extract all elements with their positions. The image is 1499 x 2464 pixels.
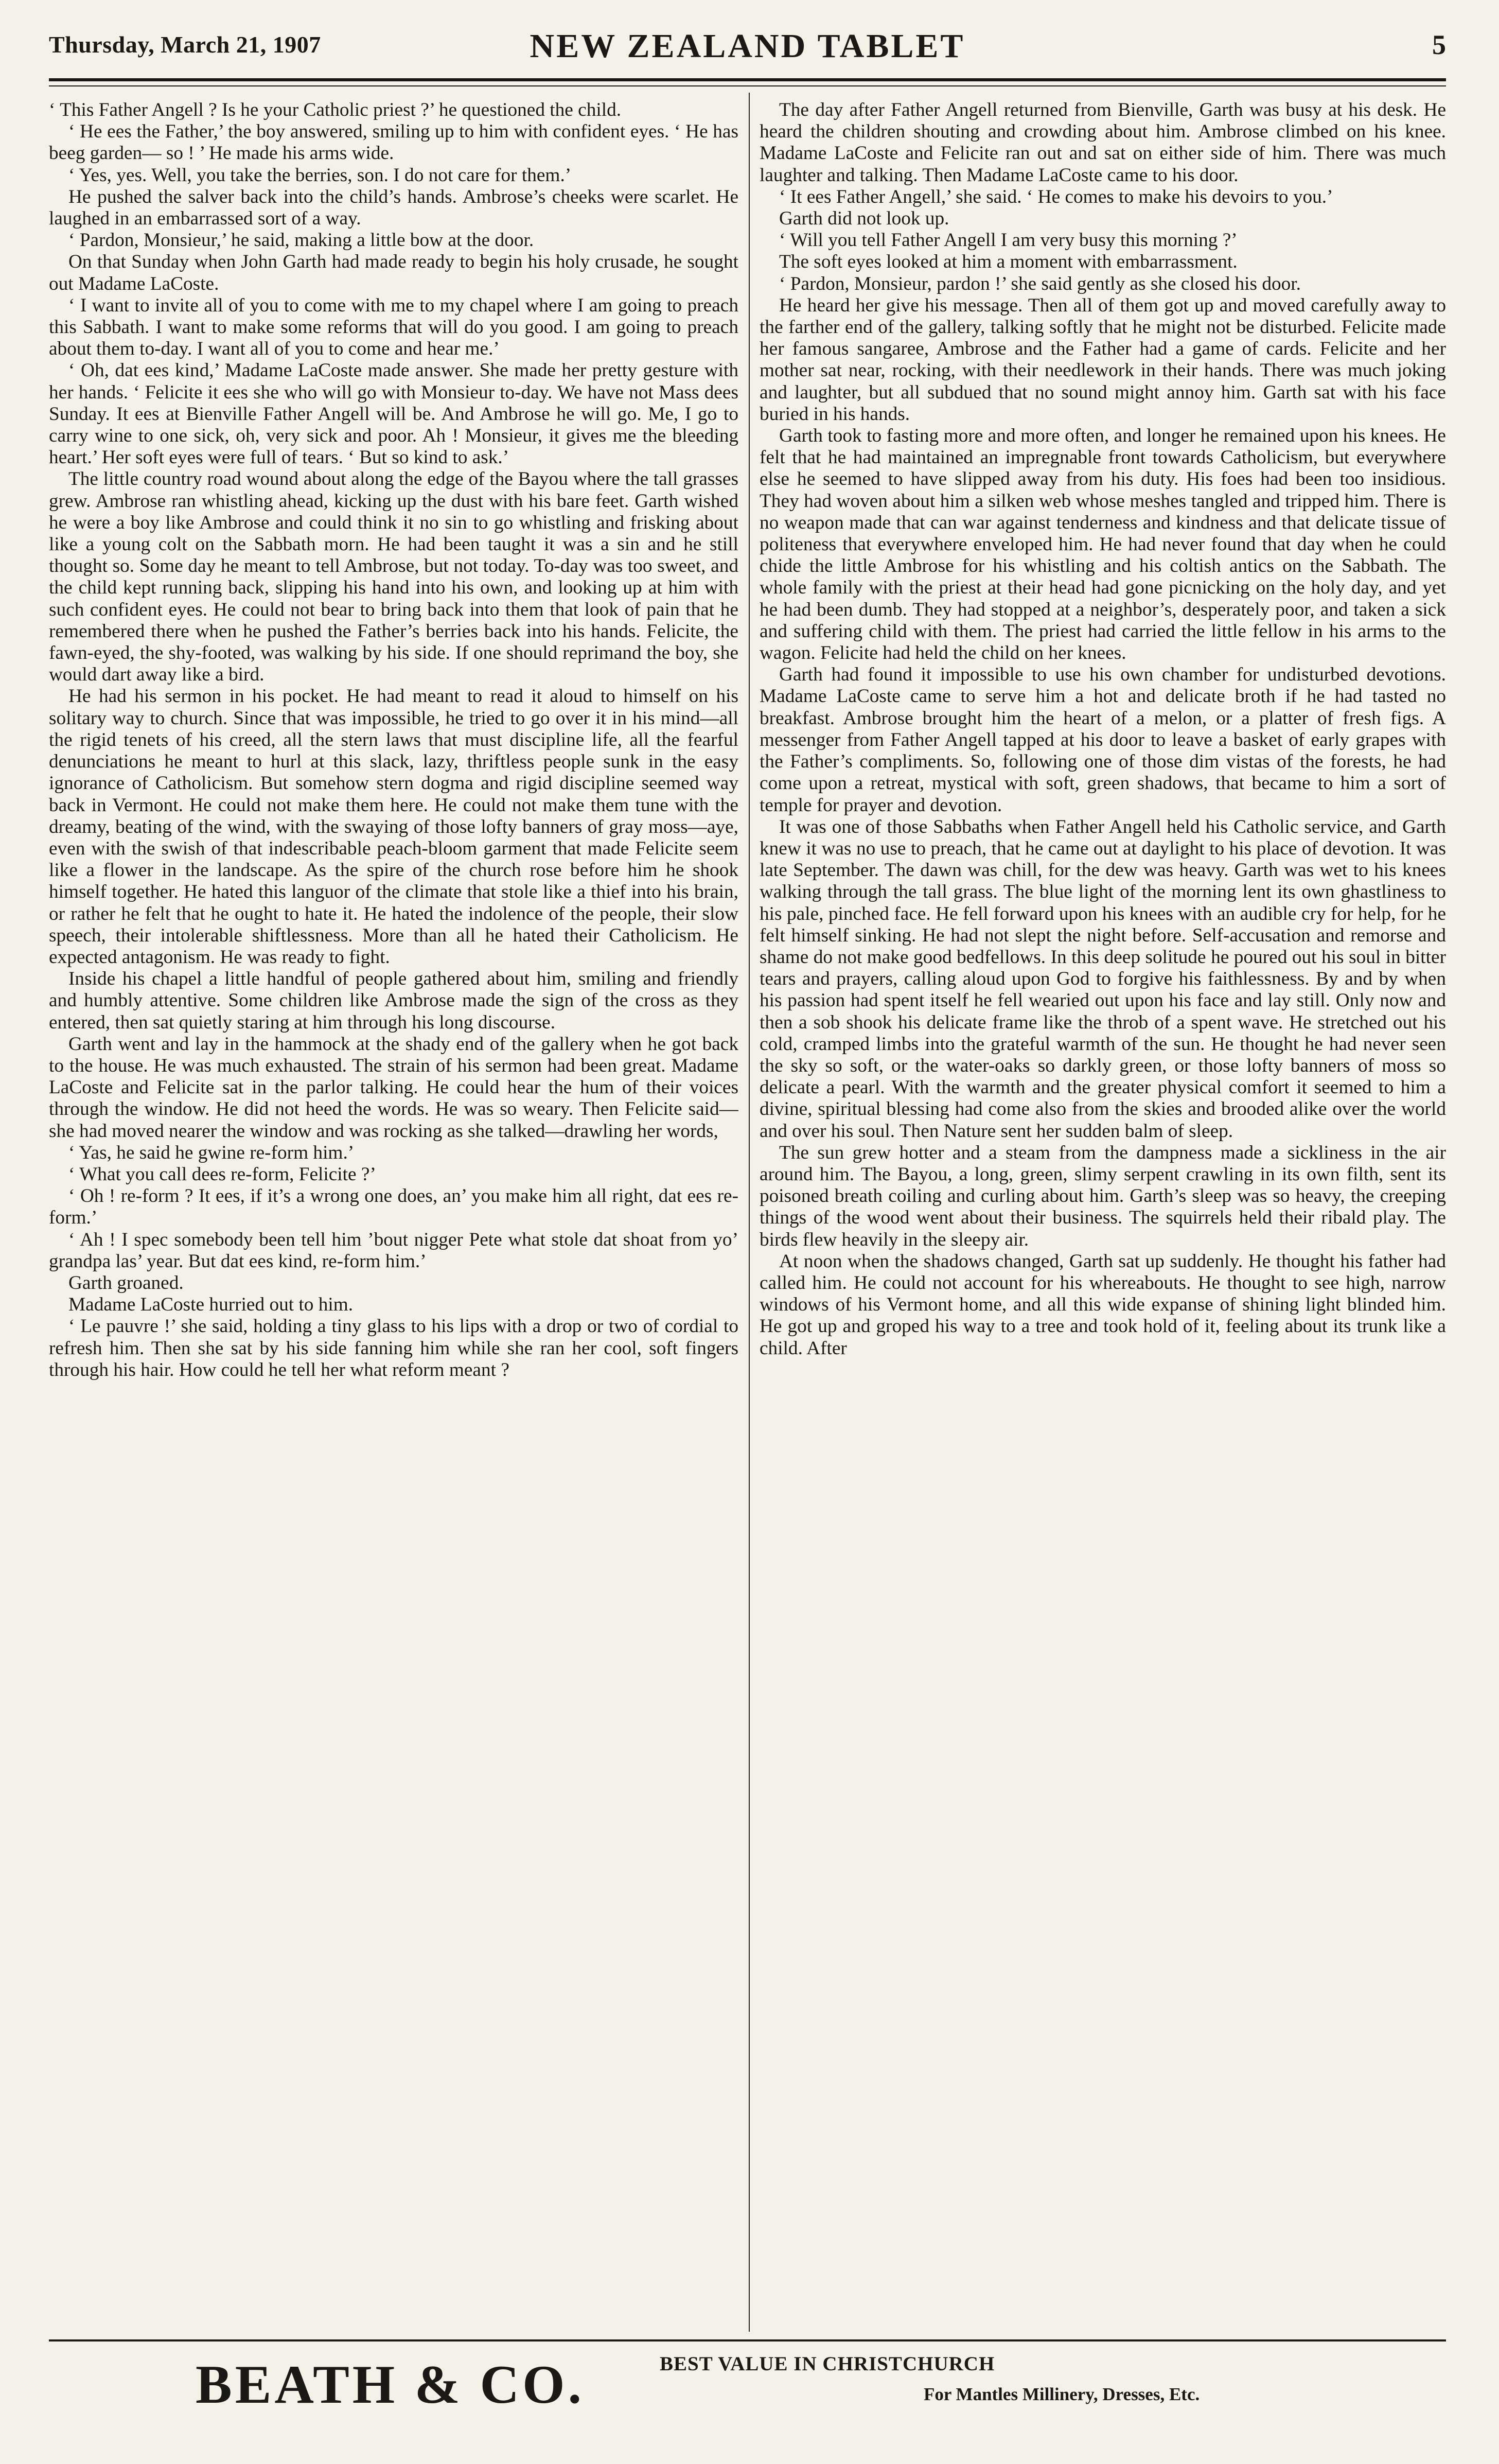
paragraph: He had his sermon in his pocket. He had meant to read it aloud to himself on his solitary way to church. Since that was impossible, he tried to go over it in his mind—all the rigid tenets of his creed, all the stern laws that must discipline life, all the fearful denunciations he meant to hurl at this slack, lazy, thriftless people sunk in the easy ignorance of Catholicism. But somehow stern dogma and rigid discipline seemed way back in Vermont. He could not make them here. He could not make them tune with the dreamy, beating of the wind, with the swaying of those lofty banners of gray moss—aye, even with the swish of that indescribable peach-bloom garment that made Felicite seem like a flower in the landscape. As the spire of the church rose before him he shook himself together. He hated this languor of the climate that stole like a thief into his brain, or rather he felt that he ought to hate it. He hated the indolence of the people, their slow speech, their intolerable shiftlessness. More than all he hated their Catholicism. He expected antagonism. He was ready to fight.: [49, 686, 738, 968]
paragraph: He pushed the salver back into the child’s hands. Ambrose’s cheeks were scarlet. He laughed in an embarrassed sort of a way.: [49, 186, 738, 230]
column-divider: [749, 93, 750, 2332]
issue-date: Thursday, March 21, 1907: [49, 31, 321, 58]
paragraph: Madame LaCoste hurried out to him.: [68, 1294, 354, 1316]
paragraph: The little country road wound about along the edge of the Bayou where the tall grasses grew. Ambrose ran whistling ahead, kicking up the dust with his bare feet. Garth wished he were a boy like Ambrose and could think it no sin to go whistling and frisking about like a young colt on the Sabbath morn. He had been taught it was a sin and he still thought so. Some day he meant to tell Ambrose, but not today. To-day was too sweet, and the child kept running back, slipping his hand into his own, and looking up at him with such confident eyes. He could not bear to bring back into them that look of pain that he remembered there when he pushed the Father’s berries back into his hands. Felicite, the fawn-eyed, the shy-footed, was walking by his side. If one should reprimand the boy, she would dart away like a bird.: [49, 468, 738, 686]
masthead-rule-thin: [49, 85, 1446, 86]
paragraph: The day after Father Angell returned from Bienville, Garth was busy at his desk. He heard the children shouting and crowding about him. Ambrose climbed on his knee. Madame LaCoste and Felicite ran out and sat on either side of him. There was much laughter and talking. Then Madame LaCoste came to his door.: [760, 99, 1446, 186]
paragraph: ‘ What you call dees re-form, Felicite ?’: [68, 1163, 376, 1185]
paragraph: ‘ Oh ! re-form ? It ees, if it’s a wrong one does, an’ you make him all right, dat ees re-form.’: [49, 1185, 738, 1229]
paragraph: Garth took to fasting more and more often, and longer he remained upon his knees. He felt that he had maintained an impregnable front towards Catholicism, but everywhere else he seemed to have slipped away from his duty. His foes had been too insidious. They had woven about him a silken web whose meshes tangled and tripped him. There is no weapon made that can war against tenderness and kindness and that delicate tissue of politeness that everywhere enveloped him. He had never found that day when he could chide the little Ambrose for his whistling and his coltish antics on the Sabbath. The whole family with the priest at their head had gone picnicking on the holy day, and yet he had been dumb. They had stopped at a neighbor’s, desperately poor, and taken a sick and suffering child with them. The priest had carried the little fellow in his arms to the wagon. Felicite had held the child on her knees.: [760, 425, 1446, 664]
advertisement-subline: For Mantles Millinery, Dresses, Etc.: [924, 2384, 1200, 2404]
paragraph: ‘ Le pauvre !’ she said, holding a tiny glass to his lips with a drop or two of cordial to refresh him. Then she sat by his side fanning him while she ran her cool, soft fingers through his hair. How could he tell her what reform meant ?: [49, 1316, 738, 1380]
paragraph: Garth went and lay in the hammock at the shady end of the gallery when he got back to the house. He was much exhausted. The strain of his sermon had been great. Madame LaCoste and Felicite sat in the parlor talking. He could hear the hum of their voices through the window. He did not heed the words. He was so weary. Then Felicite said—she had moved nearer the window and was rocking as she talked—drawling her words,: [49, 1033, 738, 1142]
paragraph: On that Sunday when John Garth had made ready to begin his holy crusade, he sought out Madame LaCoste.: [49, 251, 738, 294]
paragraph: ‘ Pardon, Monsieur, pardon !’ she said gently as she closed his door.: [779, 273, 1301, 294]
advertiser-name: BEATH & CO.: [196, 2354, 585, 2415]
paragraph: ‘ Ah ! I spec somebody been tell him ’bout nigger Pete what stole dat shoat from yo’ grandpa las’ year. But dat ees kind, re-form him.’: [49, 1229, 738, 1272]
paragraph: Garth did not look up.: [779, 208, 949, 230]
paragraph: The soft eyes looked at him a moment with embarrassment.: [779, 251, 1238, 273]
paragraph: ‘ Pardon, Monsieur,’ he said, making a little bow at the door.: [68, 230, 534, 251]
paragraph: At noon when the shadows changed, Garth sat up suddenly. He thought his father had called him. He could not account for his whereabouts. He thought to see high, narrow windows of his Vermont home, and all this wide expanse of shining light blinded him. He got up and groped his way to a tree and took hold of it, feeling about its trunk like a child. After: [760, 1250, 1446, 1359]
paragraph: ‘ This Father Angell ? Is he your Catholic priest ?’ he questioned the child.: [49, 99, 622, 120]
right-column: [760, 99, 1446, 2328]
paragraph: ‘ He ees the Father,’ the boy answered, smiling up to him with confident eyes. ‘ He has beeg garden— so ! ’ He made his arms wide.: [49, 121, 738, 164]
paragraph: Garth had found it impossible to use his own chamber for undisturbed devotions. Madame LaCoste came to serve him a hot and delicate broth if he had tasted no breakfast. Ambrose brought him the heart of a melon, or a platter of fresh figs. A messenger from Father Angell tapped at his door to leave a basket of early grapes with the Father’s compliments. So, following one of those dim vistas of the forests, he had come upon a retreat, mystical with soft, green shadows, that became to him a sort of temple for prayer and devotion.: [760, 664, 1446, 816]
paragraph: The sun grew hotter and a steam from the dampness made a sickliness in the air around him. The Bayou, a long, green, slimy serpent crawling in its own filth, sent its poisoned breath coiling and curling about him. Garth’s sleep was so heavy, the creeping things of the wood went about their business. The squirrels held their ribald play. The birds flew heavily in the sleepy air.: [760, 1142, 1446, 1250]
page-number: 5: [1432, 29, 1446, 60]
masthead: [49, 27, 1446, 68]
paragraph: ‘ Yas, he said he gwine re-form him.’: [68, 1142, 355, 1163]
paragraph: Inside his chapel a little handful of people gathered about him, smiling and friendly and humbly attentive. Some children like Ambrose made the sign of the cross as they entered, then sat quietly staring at him through his long discourse.: [49, 968, 738, 1033]
advertisement-tagline: BEST VALUE IN CHRISTCHURCH: [660, 2353, 995, 2375]
paragraph: Garth groaned.: [68, 1272, 184, 1294]
paragraph: ‘ It ees Father Angell,’ she said. ‘ He comes to make his devoirs to you.’: [779, 186, 1333, 207]
paragraph: It was one of those Sabbaths when Father Angell held his Catholic service, and Garth knew it was no use to preach, that he came out at daylight to his place of devotion. It was late September. The dawn was chill, for the dew was heavy. Garth was wet to his knees walking through the tall grass. The blue light of the morning lent its own ghastliness to his pale, pinched face. He fell forward upon his knees with an audible cry for help, for he felt himself sinking. He had not slept the night before. Self-accusation and remorse and shame do not make good bedfellows. In this deep solitude he poured out his soul in bitter tears and prayers, calling aloud upon God to forgive his faithlessness. By and by when his passion had spent itself he fell wearied out upon his face and lay still. Only now and then a sob shook his delicate frame like the throb of a spent wave. He stretched out his cold, cramped limbs into the grateful warmth of the sun. He thought he had never seen the sky so soft, or the water-oaks so darkly green, or those lofty banners of moss so delicate a pearl. With the warmth and the greater physical comfort it seemed to him a divine, spiritual blessing had come also from the skies and brooded alike over the world and over his soul. Then Nature sent her sudden balm of sleep.: [760, 816, 1446, 1142]
paragraph: ‘ Oh, dat ees kind,’ Madame LaCoste made answer. She made her pretty gesture with her hands. ‘ Felicite it ees she who will go with Monsieur to-day. We have not Mass dees Sunday. It ees at Bienville Father Angell will be. And Ambrose he will go. Me, I go to carry wine to one sick, oh, very sick and poor. Ah ! Monsieur, it gives me the bleeding heart.’ Her soft eyes were full of tears. ‘ But so kind to ask.’: [49, 360, 738, 468]
footer-rule: [49, 2339, 1446, 2341]
paragraph: ‘ Will you tell Father Angell I am very busy this morning ?’: [779, 230, 1238, 251]
newspaper-title: NEW ZEALAND TABLET: [530, 27, 965, 65]
paragraph: ‘ I want to invite all of you to come with me to my chapel where I am going to preach this Sabbath. I want to make some reforms that will do you good. I am going to preach about them to-day. I want all of you to come and hear me.’: [49, 294, 738, 360]
paragraph: He heard her give his message. Then all of them got up and moved carefully away to the farther end of the gallery, talking softly that he might not be disturbed. Felicite made her famous sangaree, Ambrose and the Father had a game of cards. Felicite and her mother sat near, rocking, with their needlework in their hands. There was much joking and laughter, but all subdued that no sound might annoy him. Garth sat with his face buried in his hands.: [760, 294, 1446, 425]
masthead-rule: [49, 78, 1446, 81]
paragraph: ‘ Yes, yes. Well, you take the berries, son. I do not care for them.’: [68, 164, 572, 186]
left-column: [49, 99, 738, 2328]
